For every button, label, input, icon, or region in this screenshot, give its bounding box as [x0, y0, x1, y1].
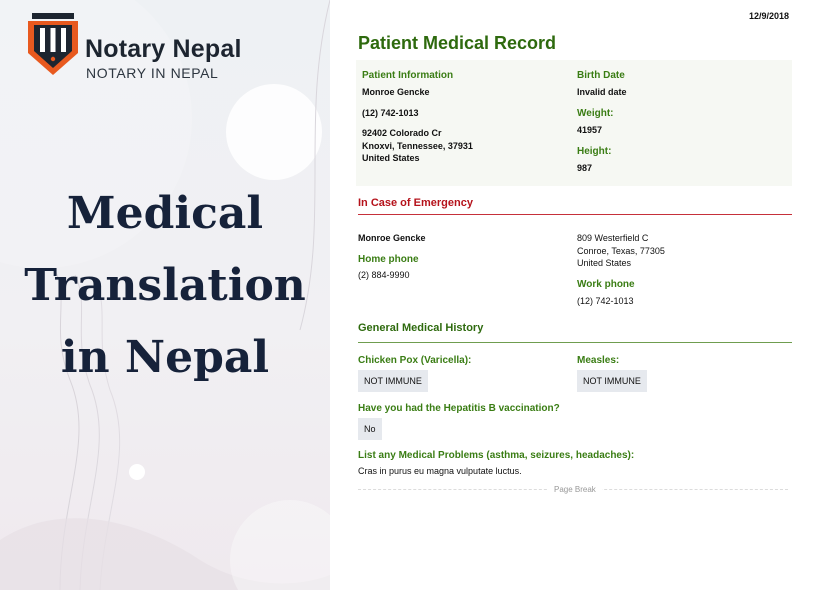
hepatitis-b-value: No: [358, 418, 382, 440]
page-break-label: Page Break: [548, 485, 602, 494]
height-value: 987: [577, 163, 593, 173]
patient-information-label: Patient Information: [362, 70, 454, 81]
address-line: 92402 Colorado Cr: [362, 128, 442, 138]
address-line: United States: [577, 258, 632, 268]
measles-label: Measles:: [577, 355, 620, 366]
medical-problems-label: List any Medical Problems (asthma, seizures, headaches):: [358, 450, 635, 461]
home-phone-value: (2) 884-9990: [358, 270, 410, 280]
brand-logo[interactable]: [28, 13, 318, 83]
banner-headline: [0, 178, 330, 394]
height-label: Height:: [577, 146, 612, 157]
headline-line: Medical: [66, 188, 264, 239]
medical-history-heading: General Medical History: [358, 322, 484, 334]
history-divider: [358, 342, 792, 343]
brand-tagline: NOTARY IN NEPAL: [86, 65, 219, 81]
medical-record-page: [330, 0, 825, 590]
headline-line: in Nepal: [60, 332, 270, 383]
patient-info-panel: [356, 60, 792, 186]
birth-date-value: Invalid date: [577, 87, 627, 97]
emergency-contact-address: [577, 232, 665, 270]
medical-problems-value: Cras in purus eu magna vulputate luctus.: [358, 466, 522, 476]
weight-value: 41957: [577, 125, 603, 135]
emergency-divider: [358, 214, 792, 215]
address-line: 809 Westerfield C: [577, 233, 649, 243]
chicken-pox-label: Chicken Pox (Varicella):: [358, 355, 472, 366]
work-phone-label: Work phone: [577, 279, 635, 290]
patient-address: [362, 127, 473, 165]
address-line: Conroe, Texas, 77305: [577, 245, 665, 256]
chicken-pox-value: NOT IMMUNE: [358, 370, 428, 392]
birth-date-label: Birth Date: [577, 70, 625, 81]
address-line: Knoxvi, Tennessee, 37931: [362, 140, 473, 151]
brand-name: Notary Nepal: [85, 35, 242, 63]
promo-banner: [0, 0, 330, 590]
patient-phone: (12) 742-1013: [362, 108, 419, 118]
weight-label: Weight:: [577, 108, 614, 119]
record-date: 12/9/2018: [748, 11, 789, 21]
headline-line: Translation: [24, 260, 306, 311]
measles-value: NOT IMMUNE: [577, 370, 647, 392]
address-line: United States: [362, 153, 420, 163]
home-phone-label: Home phone: [358, 254, 419, 265]
emergency-heading: In Case of Emergency: [358, 197, 473, 209]
notary-pen-pillar-icon: [28, 13, 78, 83]
patient-name: Monroe Gencke: [362, 87, 430, 97]
emergency-contact-name: Monroe Gencke: [358, 233, 426, 243]
work-phone-value: (12) 742-1013: [577, 296, 634, 306]
document-title: Patient Medical Record: [358, 33, 557, 53]
hepatitis-b-label: Have you had the Hepatitis B vaccination?: [358, 403, 560, 414]
